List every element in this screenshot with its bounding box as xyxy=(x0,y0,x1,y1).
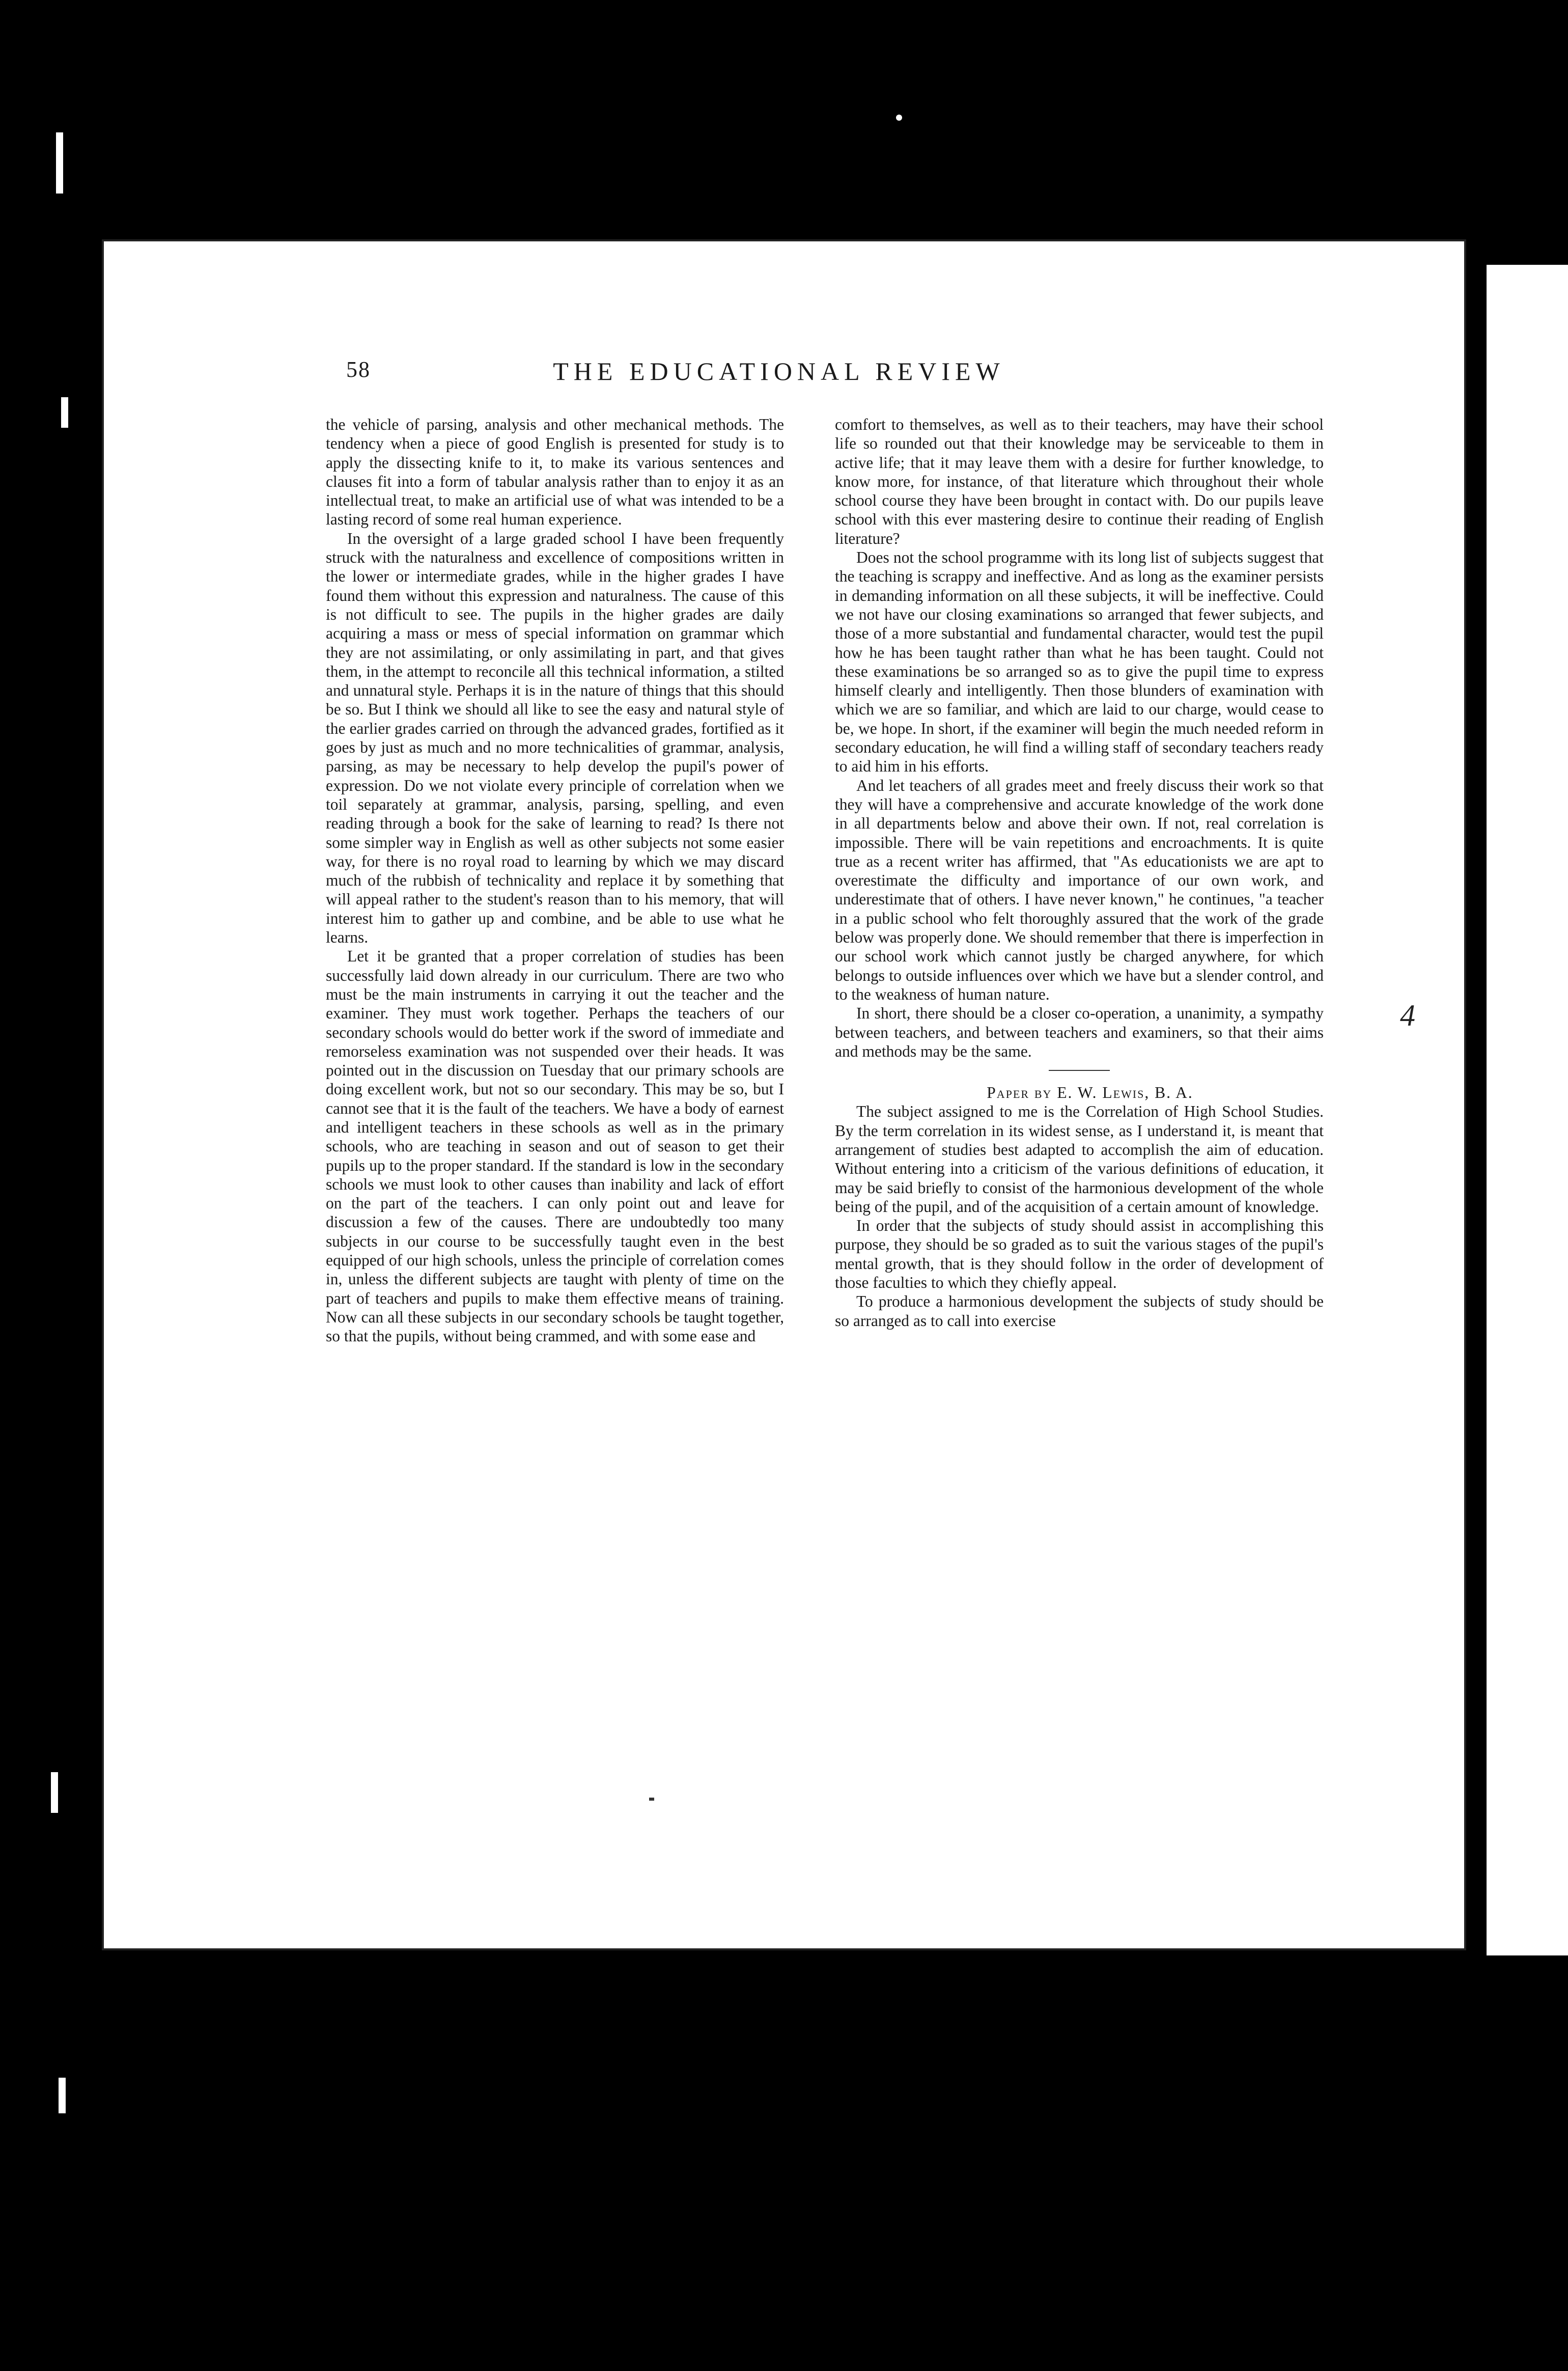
paragraph: In short, there should be a closer co-operation, a unanimity, a sympathy between teachers, and between teachers and examiners, so that their aims and methods may be the same. xyxy=(835,1004,1324,1060)
paragraph: comfort to themselves, as well as to their teachers, may have their school life so rounded out that their knowledge may be serviceable to them in active life; that it may leave them with a desire for further knowledge, to know more, for instance, of that literature which throughout their whole school course they have been brought in contact with. Do our pupils leave school with this ever mastering desire to continue their reading of English literature? xyxy=(835,416,1324,547)
paragraph: In order that the subjects of study should assist in accomplishing this purpose, they should be so graded as to suit the various stages of the pupil's mental growth, that is they should follow in the order of development of those faculties to which they chiefly appeal. xyxy=(835,1217,1324,1292)
binding-mark xyxy=(61,397,68,428)
page-footer-mark xyxy=(649,1798,654,1801)
binding-mark xyxy=(51,1772,58,1813)
adjacent-page-edge xyxy=(1487,265,1568,1955)
section-divider xyxy=(1049,1070,1110,1071)
section-heading: Paper by E. W. Lewis, B. A. xyxy=(987,1084,1193,1102)
binding-mark xyxy=(59,2078,66,2113)
paragraph: And let teachers of all grades meet and freely discuss their work so that they will have a comprehensive and accurate knowledge of the work done in all departments below and above their own. If not, real correlation is impossible. There will be vain repetitions and encroachments. It is quite true as a recent writer has affirmed, that "As educationists we are apt to overestimate the difficulty and importance of our own work, and underestimate that of others. I have never known," he continues, "a teacher in a public school who felt thoroughly assured that the work of the grade below was properly done. We should remember that there is imperfection in our school work which cannot justly be charged anywhere, for which belongs to outside influences over which we have but a slender control, and to the weakness of human nature. xyxy=(835,776,1324,1003)
margin-annotation: 4 xyxy=(1400,999,1415,1032)
binding-mark xyxy=(56,132,63,194)
left-column xyxy=(326,415,784,1346)
paragraph: Let it be granted that a proper correlation of studies has been successfully laid down already in our curriculum. There are two who must be the main instruments in carrying it out the teacher and the examiner. They must work together. Perhaps the teachers of our secondary schools would do better work if the sword of immediate and remorseless examination was not suspended over their heads. It was pointed out in the discussion on Tuesday that our primary schools are doing excellent work, but not so our secondary. This may be so, but I cannot see that it is the fault of the teachers. We have a body of earnest and intelligent teachers in these schools as well as in the primary schools, who are teaching in season and out of season to get their pupils up to the proper standard. If the standard is low in the secondary schools we must look to other causes than inability and lack of effort on the part of the teachers. I can only point out and leave for discussion a few of the causes. There are undoubtedly too many subjects in our course to be successfully taught even in the best equipped of our high schools, unless the principle of correlation comes in, unless the different subjects are taught with plenty of time on the part of teachers and pupils to make them effective means of training. Now can all these subjects in our secondary schools be taught together, so that the pupils, without being crammed, and with some ease and xyxy=(326,947,784,1345)
page-header xyxy=(224,356,1334,402)
paragraph: Does not the school programme with its long list of subjects suggest that the teaching is scrappy and ineffective. And as long as the examiner persists in demanding information on all these subjects, it will be ineffective. Could we not have our closing examinations so arranged that fewer subjects, and those of a more substantial and fundamental character, would test the pupil how he has been taught rather than what he has been taught. Could not these examinations be so arranged so as to give the pupil time to express himself clearly and intelligently. Then those blunders of examination with which we are so familiar, and which are laid to our charge, would cease to be, we hope. In short, if the examiner will begin the much needed reform in secondary education, he will find a willing staff of secondary teachers ready to aid him in his efforts. xyxy=(835,548,1324,776)
paragraph: In the oversight of a large graded school I have been frequently struck with the naturalness and excellence of compositions written in the lower or intermediate grades, while in the higher grades I have found them without this expression and naturalness. The cause of this is not difficult to see. The pupils in the higher grades are daily acquiring a mass or mess of special information on grammar which they are not assimilating, or only assimilating in part, and that gives them, in the attempt to reconcile all this technical information, a stilted and unnatural style. Perhaps it is in the nature of things that this should be so. But I think we should all like to see the easy and natural style of the earlier grades carried on through the advanced grades, fortified as it goes by just as much and no more technicalities of grammar, analysis, parsing, as may be necessary to help develop the pupil's power of expression. Do we not violate every principle of correlation when we toil separately at grammar, analysis, parsing, spelling, and even reading through a book for the sake of learning to read? Is there not some simpler way in English as well as other subjects not some easier way, for there is no royal road to learning by which we may discard much of the rubbish of technicality and replace it by something that will appeal rather to the student's reason than to his memory, that will interest him to gather up and combine, and be able to use what he learns. xyxy=(326,529,784,947)
paragraph: The subject assigned to me is the Correlation of High School Studies. By the term correlation in its widest sense, as I understand it, is meant that arrangement of studies best adapted to accomplish the aim of education. Without entering into a criticism of the various definitions of education, it may be said briefly to consist of the harmonious development of the whole being of the pupil, and of the acquisition of a certain amount of knowledge. xyxy=(835,1102,1324,1216)
journal-title: THE EDUCATIONAL REVIEW xyxy=(553,357,1005,385)
paragraph: To produce a harmonious development the subjects of study should be so arranged as to call into exercise xyxy=(835,1292,1324,1330)
paragraph: the vehicle of parsing, analysis and other mechanical methods. The tendency when a piece of good English is presented for study is to apply the dissecting knife to it, to make its various sentences and clauses fit into a form of tabular analysis rather than to enjoy it as an intellectual treat, to make an artificial use of what was intended to be a lasting record of some real human experience. xyxy=(326,416,784,529)
scan-artifact-dot xyxy=(896,115,902,121)
right-column xyxy=(835,415,1324,1330)
page-number: 58 xyxy=(346,357,371,382)
